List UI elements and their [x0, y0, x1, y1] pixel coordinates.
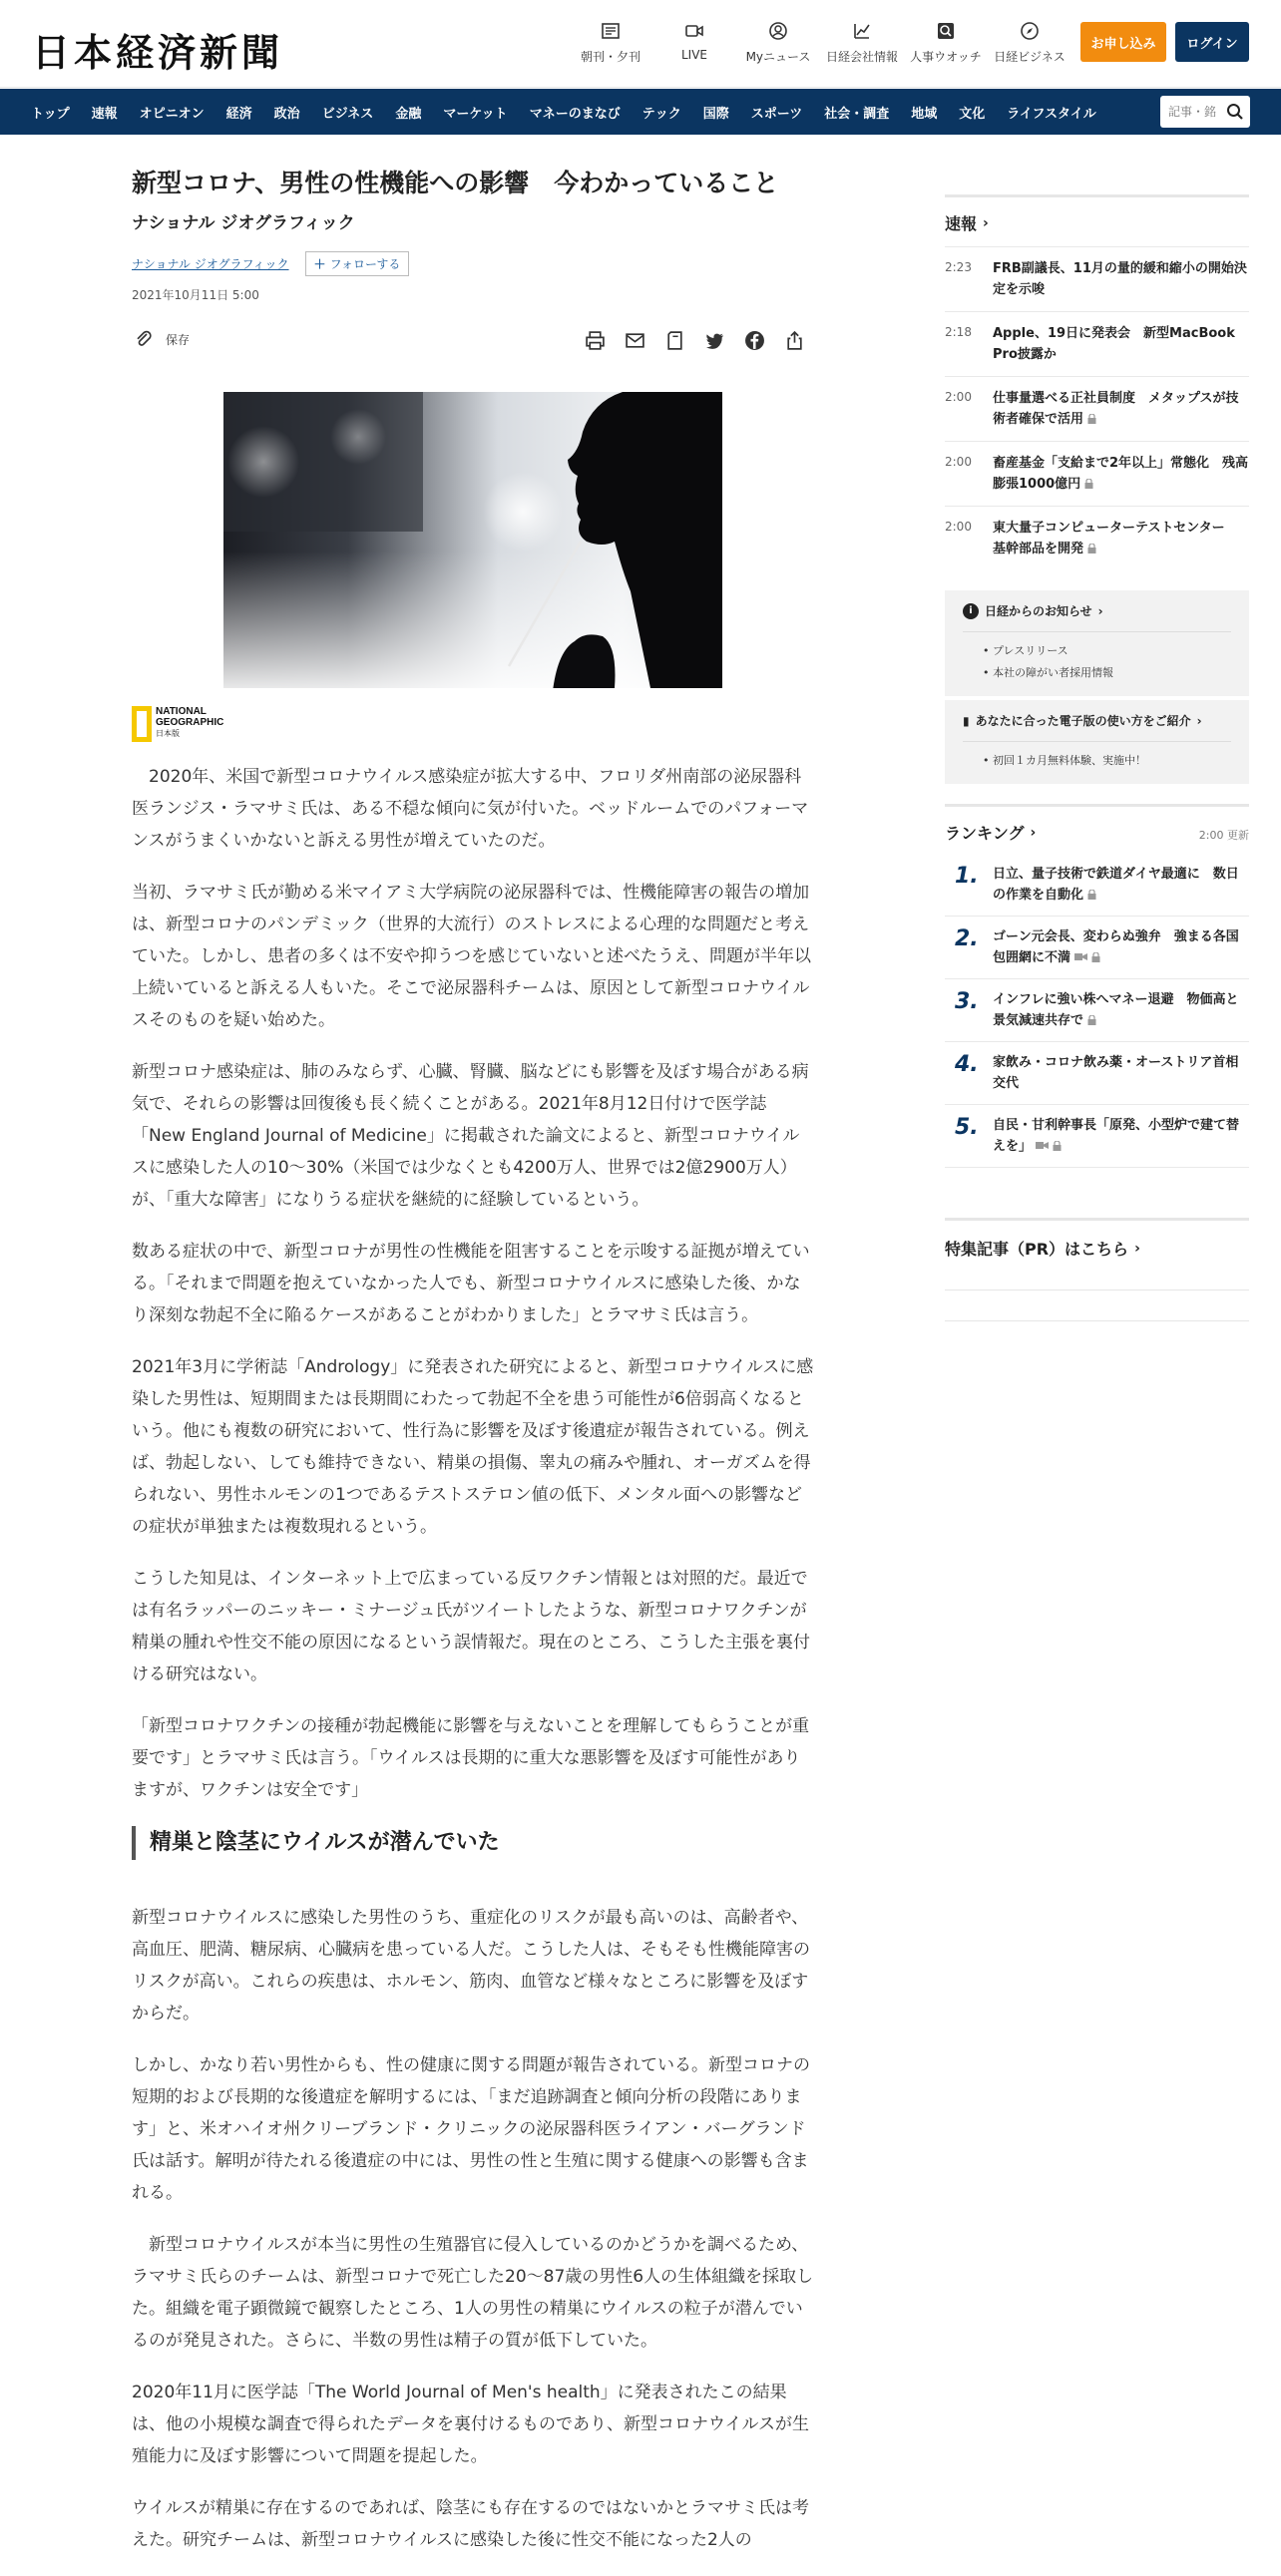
header-link-label: Myニュース	[745, 50, 811, 64]
publish-date: 2021年10月11日 5:00	[132, 288, 259, 302]
news-time: 2:00	[945, 390, 972, 404]
guide-box	[945, 700, 1249, 784]
news-item[interactable]	[945, 441, 1249, 506]
share-icon[interactable]	[774, 327, 814, 353]
rank-headline: 自民・甘利幹事長「原発、小型炉で建て替えを」	[993, 1118, 1240, 1154]
header-link-live[interactable]	[652, 20, 736, 65]
lock-icon	[1087, 544, 1096, 553]
nav-item[interactable]: 政治	[273, 106, 300, 122]
natgeo-logo	[132, 706, 223, 742]
rank-headline: インフレに強い株へマネー退避 物価高と景気減速共存で	[993, 992, 1239, 1028]
natgeo-logo-line1: NATIONAL	[156, 706, 207, 717]
article-paragraph: ウイルスが精巣に存在するのであれば、陰茎にも存在するのではないかとラマサミ氏は考えた。研究チームは、新型コロナウイルスに感染した後に性交不能になった2人の	[132, 2498, 809, 2550]
save-button[interactable]	[134, 329, 190, 349]
article-paragraph: しかし、かなり若い男性からも、性の健康に関する問題が報告されている。新型コロナの短期的および長期的な後遺症を解明するには、「まだ追跡調査と傾向分析の段階にあります」と、米オハイオ州クリーブランド・クリニックの泌尿器科医ライアン・バーグランド氏は話す。解明が待たれる後遺症の中には、男性の性と生殖に関する健康への影響も含まれる。	[132, 2055, 810, 2203]
notice-link[interactable]: • プレスリリース	[983, 644, 1068, 657]
lock-icon	[1091, 952, 1100, 962]
header-icon-bar	[569, 20, 1071, 65]
notice-list	[963, 631, 1231, 684]
header-link-label: 日経会社情報	[825, 50, 898, 64]
login-button[interactable]: ログイン	[1175, 22, 1249, 62]
chevron-right-icon: ›	[1030, 824, 1037, 841]
user-icon	[767, 20, 789, 42]
save-label: 保存	[166, 332, 191, 347]
article-paragraph: 数ある症状の中で、新型コロナが男性の性機能を阻害することを示唆する証拠が増えている。「それまで問題を抱えていなかった人でも、新型コロナウイルスに感染した後、かなり深刻な勃起不全に陥るケースがあることがわかりました」とラマサミ氏は言う。	[132, 1242, 810, 1325]
header-link-mynews[interactable]	[736, 20, 820, 65]
newspaper-icon	[600, 20, 622, 42]
share-icons	[575, 327, 814, 353]
news-headline: 畜産基金「支給まで2年以上」常態化 残高膨張1000億円	[993, 456, 1249, 492]
header-link-label: 人事ウオッチ	[910, 50, 982, 64]
header-link-label: LIVE	[680, 48, 707, 62]
follow-button[interactable]	[305, 251, 410, 276]
header-link-business[interactable]	[988, 20, 1071, 65]
ranking-item[interactable]	[945, 1042, 1249, 1105]
chevron-right-icon: ›	[1196, 713, 1202, 728]
article-paragraph: 2020年11月に医学誌「The World Journal of Men's health」に発表されたこの結果は、他の小規模な調査で得られたデータを裏付けるものであり、新型コロナウイルスが生殖能力に及ぼす影響について問題を提起した。	[132, 2383, 809, 2466]
nav-item[interactable]: 国際	[702, 106, 729, 122]
rank-number: 3.	[955, 989, 979, 1014]
sidebar	[945, 194, 1249, 1321]
lock-icon	[1087, 890, 1096, 900]
guide-link[interactable]: • 初回１カ月無料体験、実施中！	[983, 754, 1146, 767]
nav-item[interactable]: ビジネス	[321, 106, 374, 122]
apply-button[interactable]: お申し込み	[1080, 22, 1166, 62]
pr-title: 特集記事（PR）はこちら	[945, 1240, 1129, 1259]
notice-heading[interactable]	[963, 602, 1231, 619]
rank-number: 4.	[955, 1052, 979, 1077]
search-icon[interactable]	[1226, 103, 1244, 121]
breaking-news-heading[interactable]	[945, 211, 1249, 234]
rank-headline-wrap	[993, 864, 1249, 906]
plus-icon: ＋	[313, 257, 326, 271]
guide-link-label: 初回１カ月無料体験、実施中！	[993, 754, 1146, 767]
rank-headline: 家飲み・コロナ飲み薬・オーストリア首相交代	[993, 1055, 1239, 1091]
rank-number: 2.	[955, 926, 979, 951]
copy-link-icon[interactable]	[654, 327, 694, 353]
ranking-updated: 2:00 更新	[1198, 829, 1249, 842]
header-link-newspaper[interactable]	[569, 20, 652, 65]
byline-row	[132, 251, 814, 276]
nav-item[interactable]: 経済	[225, 106, 252, 122]
news-headline: FRB副議長、11月の量的緩和縮小の開始決定を示唆	[993, 261, 1247, 297]
pr-section	[945, 1218, 1249, 1321]
header-link-label: 日経ビジネス	[994, 50, 1066, 64]
breaking-news-title: 速報	[945, 214, 978, 233]
chevron-right-icon: ›	[1134, 1240, 1140, 1257]
news-item[interactable]	[945, 506, 1249, 570]
news-item[interactable]	[945, 376, 1249, 441]
news-headline-wrap	[993, 518, 1249, 559]
article-title: 新型コロナ、男性の性機能への影響 今わかっていること	[132, 169, 779, 197]
divider	[945, 1289, 1249, 1290]
nav-item[interactable]: 地域	[911, 106, 938, 122]
news-headline: 東大量子コンピューターテストセンター 基幹部品を開発	[993, 521, 1238, 556]
article-paragraph: 当初、ラマサミ氏が勤める米マイアミ大学病院の泌尿器科では、性機能障害の報告の増加は、新型コロナのパンデミック（世界的大流行）のストレスによる心理的な問題だと考えていた。しかし、患者の多くは不安や抑うつを感じていないと述べたうえ、問題が半年以上続いていると訴える人もいた。そこで泌尿器科チームは、原因として新型コロナウイルスそのものを疑い始めた。	[132, 883, 812, 1030]
guide-title: あなたに合った電子版の使い方をご紹介	[975, 714, 1191, 728]
nav-item[interactable]: 金融	[395, 106, 422, 122]
video-icon	[683, 20, 705, 42]
nav-item[interactable]: マネーのまなび	[529, 106, 621, 122]
breaking-news-list	[945, 246, 1249, 570]
article-body	[132, 761, 814, 2576]
article-subtitle: ナショナル ジオグラフィック	[132, 213, 355, 233]
facebook-icon[interactable]	[734, 327, 774, 353]
ranking-item[interactable]	[945, 1105, 1249, 1168]
notice-link-label: プレスリリース	[993, 644, 1068, 657]
news-time: 2:18	[945, 325, 972, 339]
rank-headline-wrap	[993, 1115, 1249, 1157]
rank-headline-wrap	[993, 989, 1249, 1031]
article-toolbar	[132, 325, 814, 355]
nav-item[interactable]: スポーツ	[750, 106, 803, 122]
lock-icon	[1053, 1141, 1062, 1151]
notice-link[interactable]: • 本社の障がい者採用情報	[983, 666, 1113, 679]
chevron-right-icon: ›	[983, 214, 989, 231]
rank-headline: ゴーン元会長、変わらぬ強弁 強まる各国包囲網に不満	[993, 929, 1239, 965]
twitter-icon[interactable]	[694, 327, 734, 353]
lock-icon	[1084, 479, 1093, 489]
ranking-section	[945, 804, 1249, 1168]
print-icon[interactable]	[575, 327, 615, 353]
ranking-list	[945, 854, 1249, 1168]
search-box	[1160, 96, 1250, 128]
ranking-item[interactable]	[945, 854, 1249, 917]
follow-label: フォローする	[329, 257, 401, 271]
article	[132, 165, 814, 2550]
rank-number: 5.	[955, 1115, 979, 1140]
site-logo[interactable]: 日本経済新聞	[32, 30, 284, 75]
article-paragraph: 2020年、米国で新型コロナウイルス感染症が拡大する中、フロリダ州南部の泌尿器科医ランジス・ラマサミ氏は、ある不穏な傾向に気が付いた。ベッドルームでのパフォーマンスがうまくいかないと訴える男性が増えていたのだ。	[132, 767, 809, 851]
section-heading: 精巣と陰茎にウイルスが潜んでいた	[132, 1826, 814, 1860]
news-headline: Apple、19日に発表会 新型MacBook Pro披露か	[993, 326, 1235, 362]
news-headline: 仕事量選べる正社員制度 メタップスが技術者確保で活用	[993, 391, 1239, 427]
news-item[interactable]	[945, 311, 1249, 376]
ranking-title: ランキング	[945, 824, 1025, 843]
news-headline-wrap	[993, 453, 1249, 495]
nav-item[interactable]: 速報	[91, 106, 118, 122]
ranking-item[interactable]	[945, 917, 1249, 979]
nav-item[interactable]: ライフスタイル	[1007, 106, 1096, 122]
nav-item[interactable]: テック	[641, 106, 681, 122]
rank-number: 1.	[955, 864, 979, 889]
nav-item[interactable]: トップ	[31, 106, 70, 122]
nav-item[interactable]: オピニオン	[139, 106, 205, 122]
article-paragraph: 2021年3月に学術誌「Andrology」に発表された研究によると、新型コロナウイルスに感染した男性は、短期間または長期間にわたって勃起不全を患う可能性が6倍弱高くなるという。他にも複数の研究において、性行為に影響を及ぼす後遺症が報告されている。例えば、勃起しない、しても維持できない、精巣の損傷、睾丸の痛みや腫れ、オーガズムを得られない、男性ホルモンの1つであるテストステロン値の低下、メンタル面への影響などの症状が単独または複数現れるという。	[132, 1357, 814, 1537]
news-item[interactable]	[945, 246, 1249, 311]
article-paragraph: 新型コロナ感染症は、肺のみならず、心臓、腎臓、脳などにも影響を及ぼす場合がある病気で、それらの影響は回復後も長く続くことがある。2021年8月12日付けで医学誌「New England Journal of Medicine」に掲載された論文によると、新型コロナウイルスに感染した人の10〜30%（米国では少なくとも4200万人、世界では2億2900万人）が、「重大な障害」になりうる症状を継続的に経験しているという。	[132, 1062, 809, 1210]
breaking-news-section	[945, 194, 1249, 570]
notice-box	[945, 590, 1249, 696]
article-paragraph: 新型コロナウイルスに感染した男性のうち、重症化のリスクが最も高いのは、高齢者や、高血圧、肥満、糖尿病、心臓病を患っている人だ。こうした人は、そもそも性機能障害のリスクが高い。これらの疾患は、ホルモン、筋肉、血管など様々なところに影響を及ぼすからだ。	[132, 1908, 810, 2024]
chevron-right-icon: ›	[1097, 603, 1103, 618]
header-link-company[interactable]	[820, 20, 904, 65]
natgeo-logo-line2: GEOGRAPHIC	[156, 717, 224, 728]
notice-link-label: 本社の障がい者採用情報	[993, 666, 1113, 679]
chart-icon	[851, 20, 873, 42]
rank-headline: 日立、量子技術で鉄道ダイヤ最適に 数日の作業を自動化	[993, 867, 1239, 903]
natgeo-logo-line3: 日本版	[156, 729, 180, 738]
mail-icon[interactable]	[615, 327, 654, 353]
article-paragraph: こうした知見は、インターネット上で広まっている反ワクチン情報とは対照的だ。最近では有名ラッパーのニッキー・ミナージュ氏がツイートしたような、新型コロナワクチンが精巣の腫れや性交不能の原因になるという誤情報だ。現在のところ、こうした主張を裏付ける研究はない。	[132, 1569, 810, 1684]
news-time: 2:23	[945, 260, 972, 274]
info-icon: i	[963, 603, 979, 619]
news-time: 2:00	[945, 520, 972, 534]
book-icon: ▮	[963, 713, 970, 728]
compass-icon	[1019, 20, 1041, 42]
author-link[interactable]: ナショナル ジオグラフィック	[132, 257, 289, 271]
nav-item[interactable]: 文化	[959, 106, 986, 122]
search-person-icon	[935, 20, 957, 42]
main-nav	[0, 89, 1281, 135]
rank-headline-wrap	[993, 926, 1249, 968]
site-header	[0, 0, 1281, 88]
natgeo-frame-icon	[132, 706, 152, 742]
guide-heading[interactable]	[963, 712, 1231, 729]
header-link-jinji[interactable]	[904, 20, 988, 65]
divider	[945, 1320, 1249, 1321]
news-headline-wrap	[993, 388, 1249, 430]
article-photo	[223, 392, 722, 688]
nav-item[interactable]: 社会・調査	[824, 106, 890, 122]
video-icon	[1036, 1141, 1049, 1150]
lock-icon	[1087, 414, 1096, 424]
header-link-label: 朝刊・夕刊	[580, 50, 640, 64]
news-time: 2:00	[945, 455, 972, 469]
guide-list	[963, 741, 1231, 772]
notice-title: 日経からのお知らせ	[985, 604, 1092, 618]
paperclip-icon	[134, 329, 154, 349]
lock-icon	[1087, 1015, 1096, 1025]
article-paragraph: 新型コロナウイルスが本当に男性の生殖器官に侵入しているのかどうかを調べるため、ラマサミ氏らのチームは、新型コロナで死亡した20〜87歳の男性6人の生体組織を採取した。組織を電子顕微鏡で観察したところ、1人の男性の精巣にウイルスの粒子が潜んでいるのが発見された。さらに、半数の男性は精子の質が低下していた。	[132, 2235, 814, 2351]
nav-item[interactable]: マーケット	[443, 106, 508, 122]
search-input[interactable]	[1168, 105, 1226, 119]
video-icon	[1074, 952, 1087, 961]
ranking-item[interactable]	[945, 979, 1249, 1042]
pr-heading[interactable]	[945, 1237, 1249, 1260]
article-paragraph: 「新型コロナワクチンの接種が勃起機能に影響を与えないことを理解してもらうことが重要です」とラマサミ氏は言う。「ウイルスは長期的に重大な悪影響を及ぼす可能性がありますが、ワクチンは安全です」	[132, 1716, 810, 1800]
